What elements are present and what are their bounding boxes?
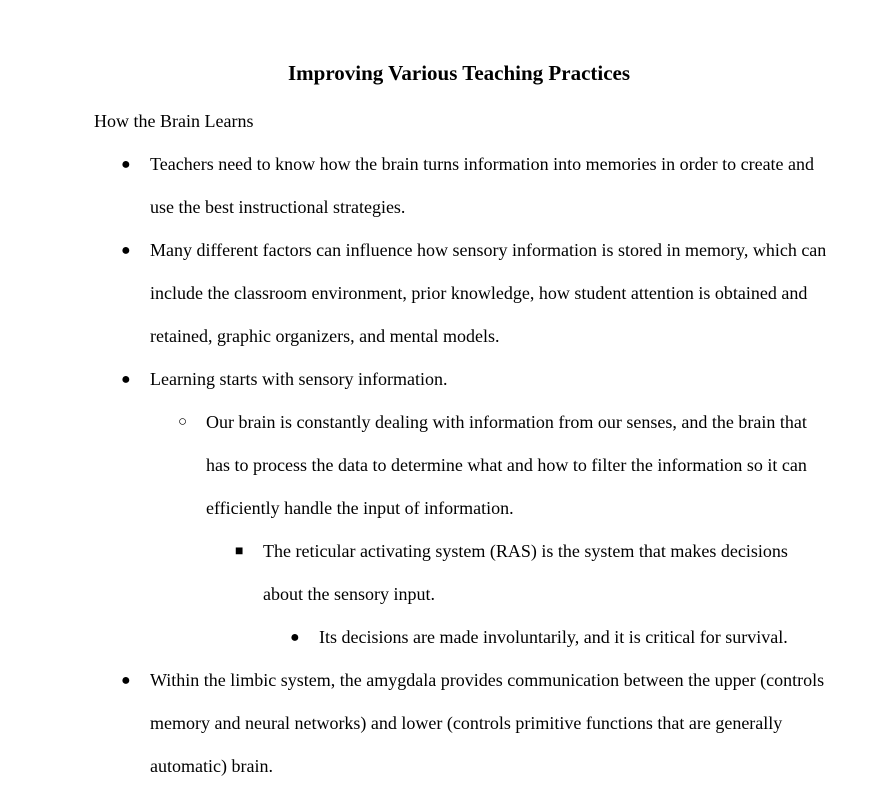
square-bullet-icon: ■: [235, 544, 244, 559]
list-item-text: Many different factors can influence how sensory information is stored in memory, which can include the classroom environment, prior knowledge, how student attention is obtained and retained, graphic organizers, and mental models.: [150, 240, 827, 346]
list-item: [0, 616, 839, 659]
filled-circle-bullet-icon: ●: [121, 672, 131, 689]
section-heading: How the Brain Learns: [94, 111, 254, 131]
list-item: [0, 659, 830, 785]
list-item: [0, 229, 830, 358]
list-item-text: Our brain is constantly dealing with information from our senses, and the brain that has to process the data to determine what and how to filter the information so it can efficiently handle the input of information.: [206, 412, 807, 518]
list-item-text: Learning starts with sensory information.: [150, 369, 448, 389]
document-title: Improving Various Teaching Practices: [287, 61, 631, 85]
list-item: [0, 358, 830, 401]
list-item-text: Teachers need to know how the brain turns information into memories in order to create and use the best instructional strategies.: [150, 154, 815, 217]
bullet-list: [0, 143, 895, 785]
list-item: [0, 530, 823, 616]
list-item: [0, 143, 830, 229]
filled-circle-bullet-icon: ●: [121, 156, 131, 173]
list-item-text: The reticular activating system (RAS) is the system that makes decisions about the sensory input.: [263, 541, 788, 604]
filled-circle-bullet-icon: ●: [121, 371, 131, 388]
list-item-text: Its decisions are made involuntarily, and it is critical for survival.: [319, 627, 788, 647]
list-item-text: Within the limbic system, the amygdala provides communication between the upper (controls memory and neural networks) and lower (controls primitive functions that are generally automatic) brain.: [150, 670, 825, 776]
hollow-circle-bullet-icon: ○: [178, 414, 188, 430]
filled-circle-bullet-icon: ●: [290, 629, 300, 646]
filled-circle-bullet-icon: ●: [121, 242, 131, 259]
list-item: [0, 401, 826, 530]
